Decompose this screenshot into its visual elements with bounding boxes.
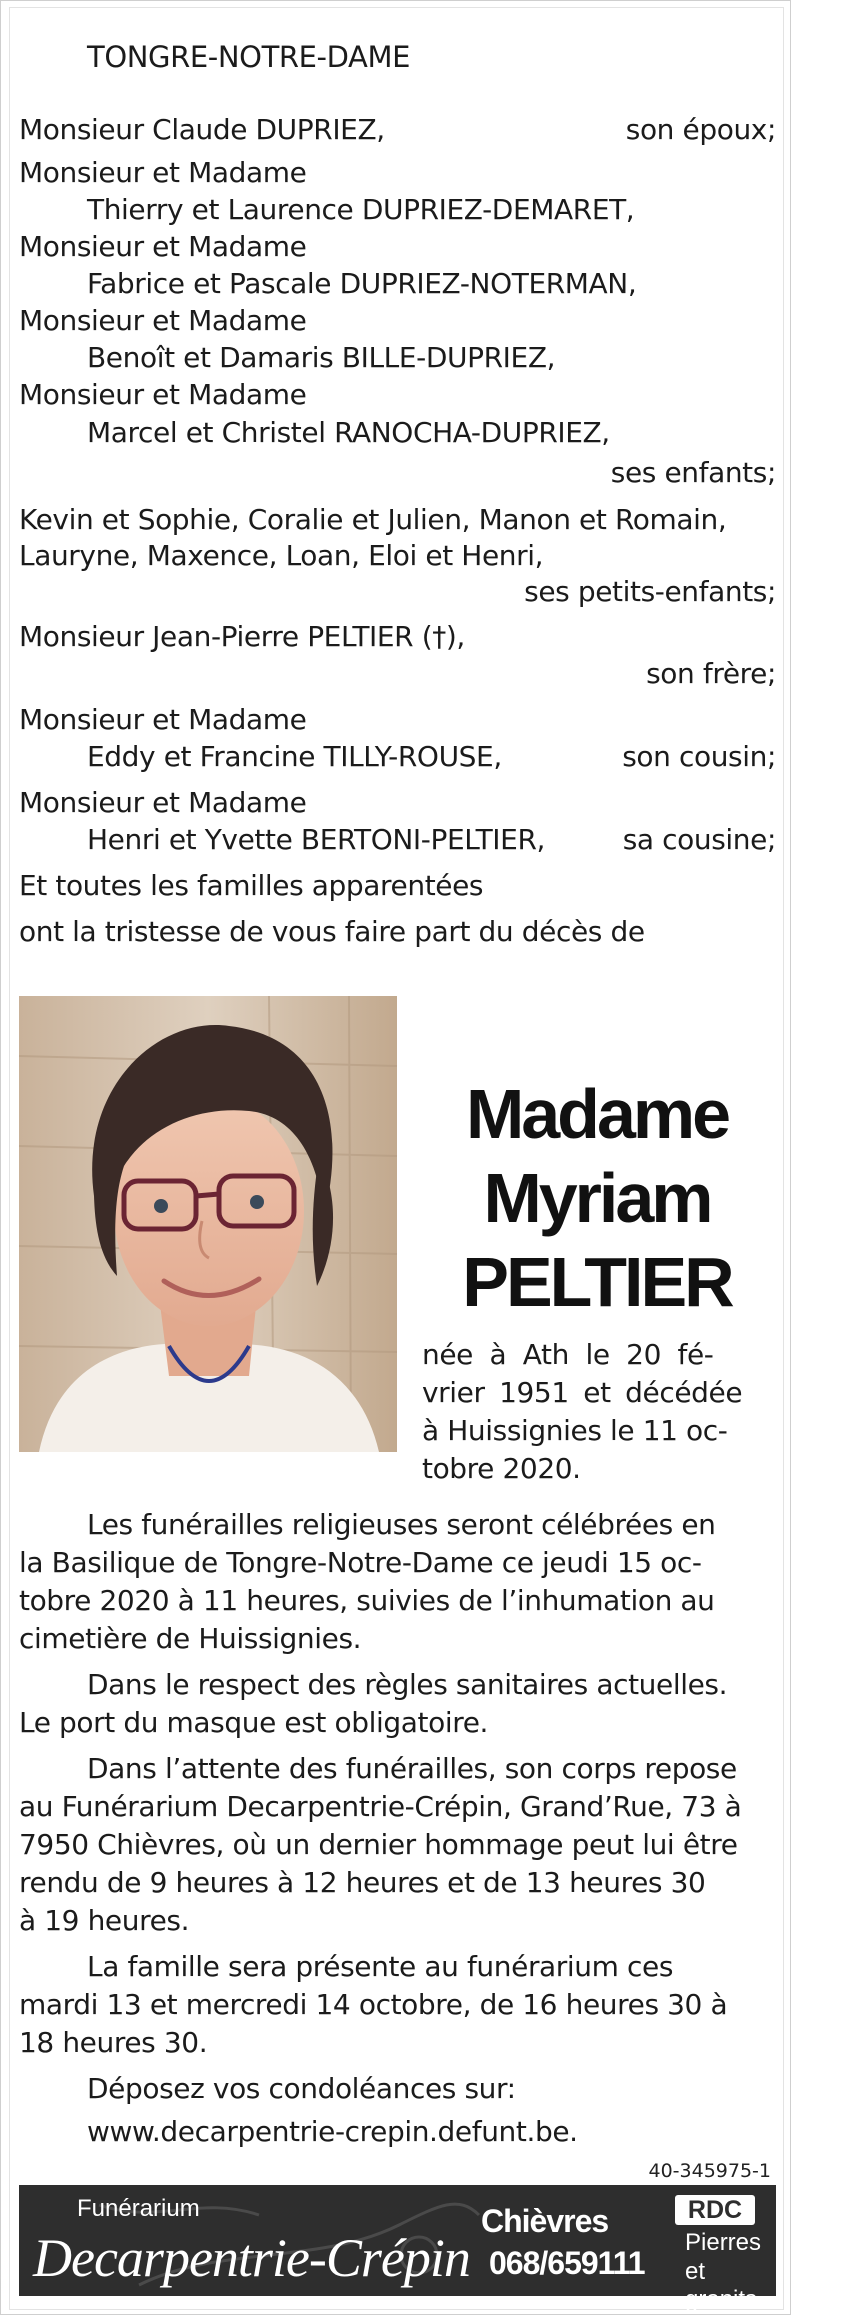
deceased-title: Madame xyxy=(465,1075,729,1153)
family-relation: ses enfants; xyxy=(610,456,776,489)
funeral-text-line: au Funérarium Decarpentrie-Crépin, Grand’Rue, 73 à xyxy=(19,1790,742,1823)
birth-death-line: tobre 2020. xyxy=(422,1452,581,1485)
birth-death-line: née à Ath le 20 fé- xyxy=(422,1338,714,1371)
family-line: Kevin et Sophie, Coralie et Julien, Manon et Romain, xyxy=(19,503,727,536)
funeral-text-line: La famille sera présente au funérarium ces xyxy=(87,1950,674,1983)
funeral-text-line: Les funérailles religieuses seront célébrées en xyxy=(87,1508,716,1541)
funeral-text-line: 18 heures 30. xyxy=(19,2026,208,2059)
family-relation: son époux; xyxy=(625,113,776,146)
condolences-line: Déposez vos condoléances sur: xyxy=(87,2072,516,2105)
funeral-text-line: Dans le respect des règles sanitaires actuelles. xyxy=(87,1668,728,1701)
family-name: Eddy et Francine TILLY-ROUSE, xyxy=(87,740,502,773)
funeral-text-line: rendu de 9 heures à 12 heures et de 13 heures 30 xyxy=(19,1866,706,1899)
family-line: Et toutes les familles apparentées xyxy=(19,869,484,902)
birth-death-line: à Huissignies le 11 oc- xyxy=(422,1414,728,1447)
family-line: Monsieur et Madame xyxy=(19,786,307,819)
deceased-first-name: Myriam xyxy=(483,1159,711,1237)
funeral-text-line: Le port du masque est obligatoire. xyxy=(19,1706,489,1739)
banner-company-name: Decarpentrie-Crépin xyxy=(33,2228,470,2288)
banner-funerarium-label: Funérarium xyxy=(77,2195,200,2222)
family-line: Thierry et Laurence DUPRIEZ-DEMARET, xyxy=(87,193,635,226)
banner-stones-line: Pierres xyxy=(685,2229,762,2256)
family-line: Marcel et Christel RANOCHA-DUPRIEZ, xyxy=(87,416,610,449)
family-line: Monsieur et Madame xyxy=(19,230,307,263)
family-name: Monsieur Claude DUPRIEZ, xyxy=(19,113,385,146)
funeral-text-line: Dans l’attente des funérailles, son corps repose xyxy=(87,1752,737,1785)
family-line: Monsieur Jean-Pierre PELTIER (†), xyxy=(19,620,465,653)
family-line: Benoît et Damaris BILLE-DUPRIEZ, xyxy=(87,341,556,374)
funeral-text-line: mardi 13 et mercredi 14 octobre, de 16 heures 30 à xyxy=(19,1988,728,2021)
family-line xyxy=(19,113,776,146)
funeral-text-line: à 19 heures. xyxy=(19,1904,190,1937)
family-line xyxy=(87,740,776,773)
birth-death-line: vrier 1951 et décédée xyxy=(422,1376,743,1409)
funeral-text-line: la Basilique de Tongre-Notre-Dame ce jeudi 15 oc- xyxy=(19,1546,702,1579)
family-line: Lauryne, Maxence, Loan, Eloi et Henri, xyxy=(19,539,544,572)
rdc-logo: RDC xyxy=(675,2195,755,2225)
family-relation: son cousin; xyxy=(622,740,776,773)
family-line: Monsieur et Madame xyxy=(19,304,307,337)
banner-phone[interactable]: 068/659111 xyxy=(489,2245,645,2281)
portrait-photo xyxy=(19,996,397,1452)
deceased-last-name: PELTIER xyxy=(462,1243,732,1321)
family-line: Monsieur et Madame xyxy=(19,703,307,736)
banner-stones-line: et granits xyxy=(685,2258,758,2313)
family-line: Monsieur et Madame xyxy=(19,156,307,189)
family-relation: sa cousine; xyxy=(622,823,776,856)
funeral-text-line: cimetière de Huissignies. xyxy=(19,1622,362,1655)
funeral-text-line: tobre 2020 à 11 heures, suivies de l’inhumation au xyxy=(19,1584,715,1617)
funerarium-banner xyxy=(19,2185,776,2313)
announcement-line: ont la tristesse de vous faire part du décès de xyxy=(19,915,645,948)
condolences-url[interactable]: www.decarpentrie-crepin.defunt.be. xyxy=(87,2115,578,2148)
funeral-text-line: 7950 Chièvres, où un dernier hommage peut lui être xyxy=(19,1828,738,1861)
banner-city: Chièvres xyxy=(481,2203,609,2239)
place-heading: TONGRE-NOTRE-DAME xyxy=(87,40,411,74)
portrait-illustration xyxy=(19,996,397,1452)
family-relation: son frère; xyxy=(646,657,776,690)
family-line xyxy=(87,823,776,856)
reference-number: 40-345975-1 xyxy=(648,2160,771,2182)
family-relation: ses petits-enfants; xyxy=(524,575,776,608)
family-name: Henri et Yvette BERTONI-PELTIER, xyxy=(87,823,546,856)
family-line: Monsieur et Madame xyxy=(19,378,307,411)
family-line: Fabrice et Pascale DUPRIEZ-NOTERMAN, xyxy=(87,267,637,300)
